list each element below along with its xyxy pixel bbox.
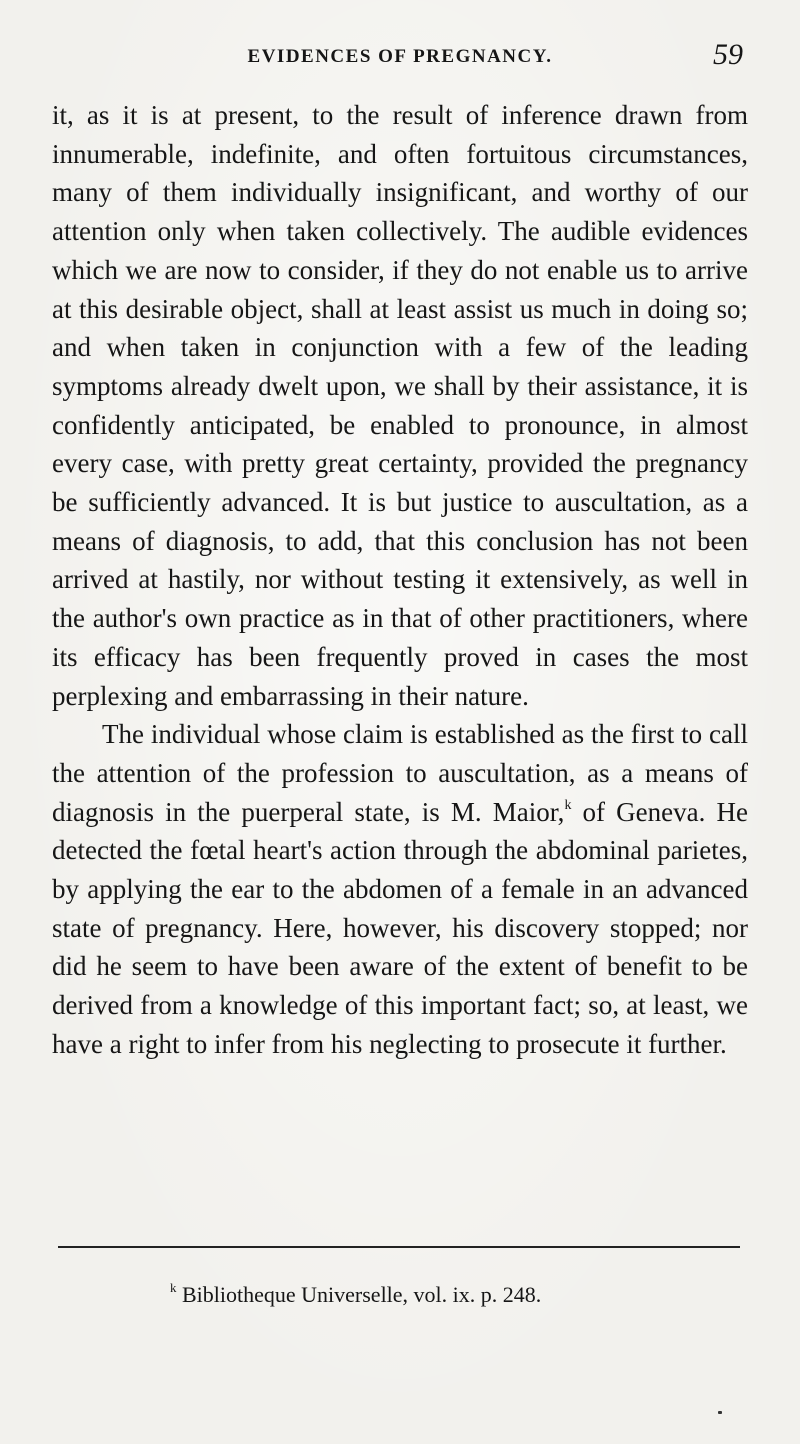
paragraph-1: it, as it is at present, to the result of inference drawn from innumerable, indefinite, and often fortuitous circumstances, many of them individually insignificant, and worthy of our attention only when taken collectively. The audible evidences which we are now to consider, if they do not enable us to arrive at this desirable object, shall at least assist us much in doing so; and when taken in conjunction with a few of the leading symptoms already dwelt upon, we shall by their assistance, it is confidently anticipated, be enabled to pronounce, in almost every case, with pretty great certainty, provided the pregnancy be sufficiently advanced. It is but justice to auscultation, as a means of diagnosis, to add, that this conclusion has not been arrived at hastily, nor without testing it extensively, as well in the author's own practice as in that of other practitioners, where its efficacy has been frequently proved in cases the most perplexing and embarrassing in their nature. — [52, 100, 748, 711]
footnote — [170, 1282, 541, 1308]
paragraph-2 — [52, 715, 748, 1063]
body-text — [52, 96, 748, 1064]
footnote-divider — [58, 1246, 740, 1248]
paragraph-2-text-start: The individual whose claim is established as the first to call the attention of the profession to auscultation, as a means of diagnosis in the puerperal state, is M. Maior, — [52, 719, 748, 827]
page-number: 59 — [713, 38, 743, 71]
running-title: EVIDENCES OF PREGNANCY. — [247, 46, 553, 67]
footnote-mark: k — [170, 1280, 177, 1295]
footnote-reference-mark: k — [564, 797, 572, 813]
paragraph-2-text-end: of Geneva. He detected the fœtal heart's action through the abdominal parietes, by applying the ear to the abdomen of a female in an advanced state of pregnancy. Here, however, his discovery stopped; nor did he seem to have been aware of the extent of benefit to be derived from a knowledge of this important fact; so, at least, we have a right to infer from his neglecting to prosecute it further. — [52, 796, 748, 1059]
ink-speck — [718, 1411, 722, 1414]
footnote-text: Bibliotheque Universelle, vol. ix. p. 248. — [176, 1282, 542, 1307]
running-head — [55, 38, 745, 78]
